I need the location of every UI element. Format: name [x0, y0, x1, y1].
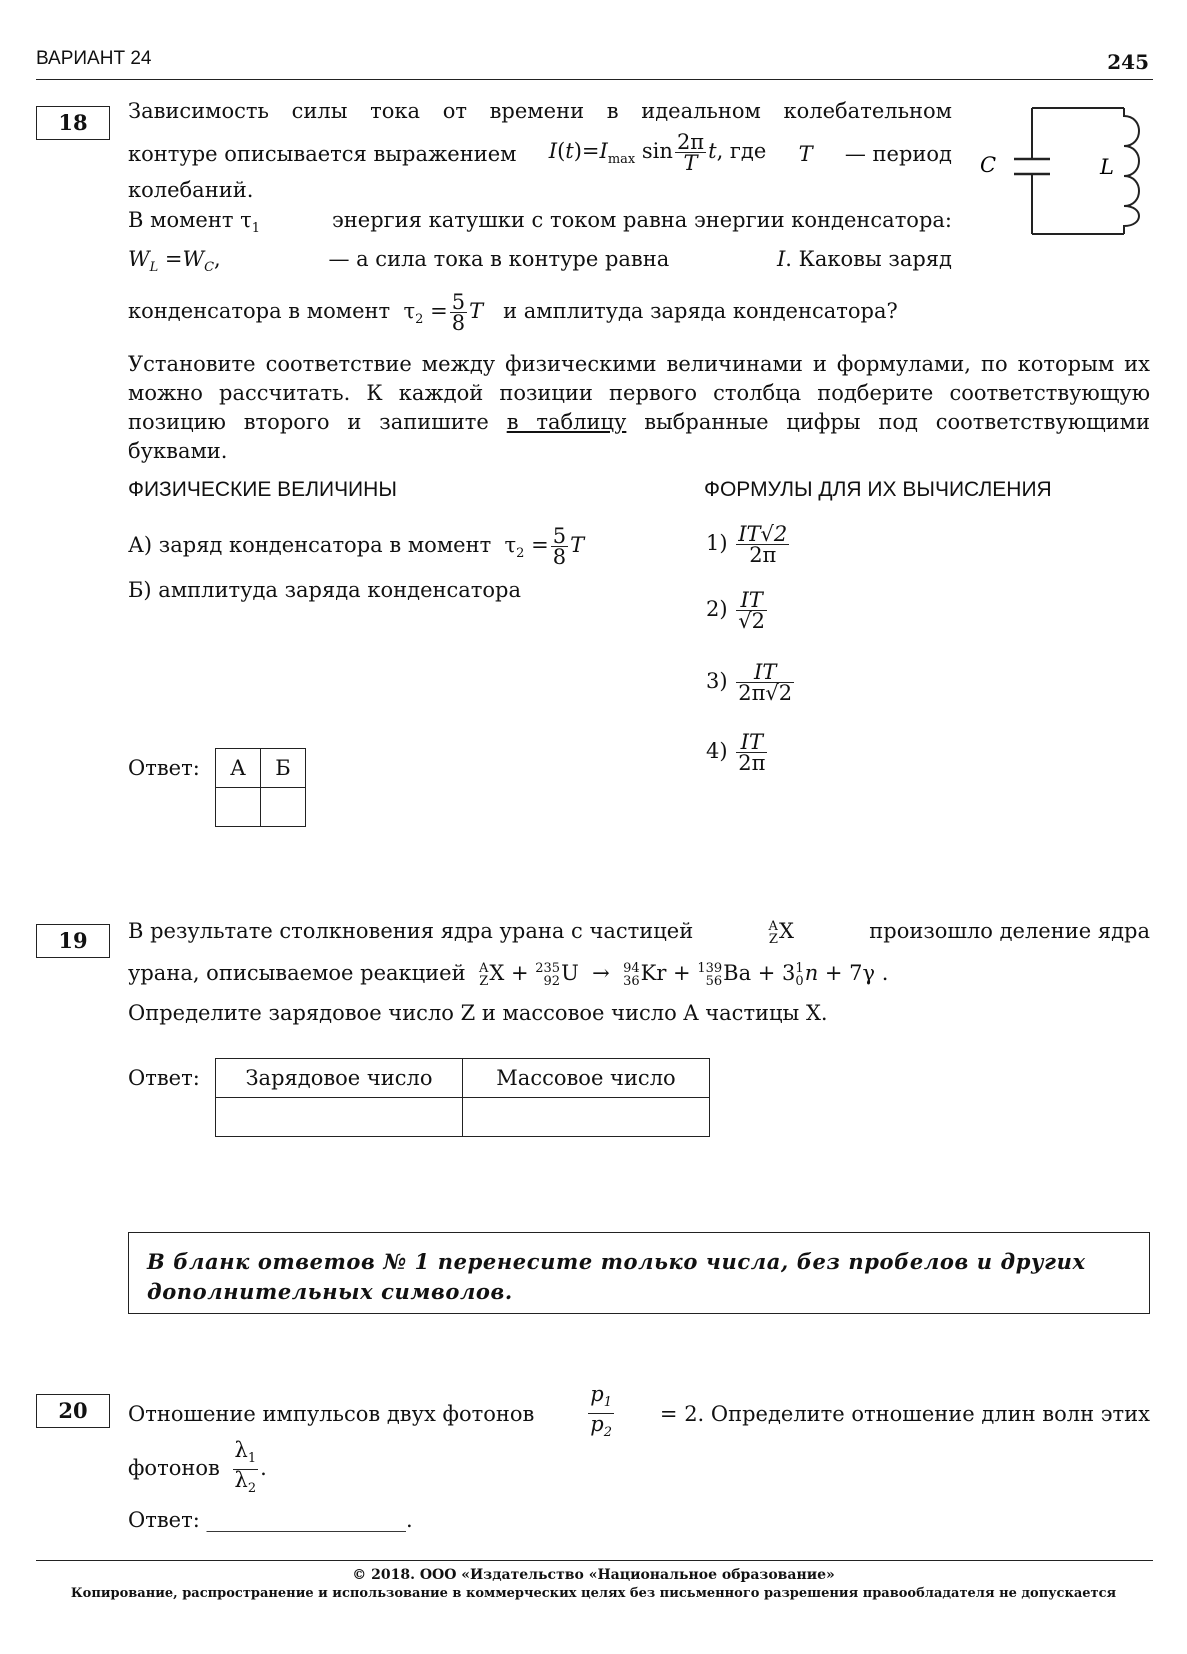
energy-equality: $W_L =W_C$, — [128, 247, 221, 276]
answer-col-a: А — [216, 749, 261, 788]
q20-answer: Ответ: ___________________. — [128, 1508, 413, 1532]
formula-3: 3) $\frac{IT}{2\pi√2}$ — [706, 660, 793, 705]
answer-cell-mass[interactable] — [463, 1098, 710, 1137]
q19-answer-label: Ответ: — [128, 1066, 200, 1090]
item-a: А) заряд конденсатора в момент $\tau_2$ = $\frac{5}{8}$ T — [128, 524, 585, 569]
question-19-number: 19 — [36, 924, 110, 958]
wavelength-ratio: $\frac{\lambda_1}{\lambda_2}$ — [234, 1438, 257, 1497]
question-18-number: 18 — [36, 106, 110, 140]
lc-circuit-diagram — [962, 96, 1162, 246]
inductor-coil — [1124, 108, 1139, 234]
answer-cell-b[interactable] — [261, 788, 306, 827]
copyright-notice: Копирование, распространение и использование в коммерческих целях без письменного разрешения правообладателя не допускается — [70, 1586, 1117, 1601]
answer-form-note: В бланк ответов № 1 перенесите только числа, без пробелов и других дополнительных символов. — [128, 1232, 1150, 1314]
q18-line6: конденсатора в момент $\tau_2$ = $\frac{5}{8}$ T и амплитуда заряда конденсатора? — [128, 289, 898, 335]
q18-answer-label: Ответ: — [128, 756, 200, 780]
q20-line1: Отношение импульсов двух фотонов $\frac{p_1}{p_2}$ = 2. Определите отношение длин волн этих — [128, 1384, 1150, 1443]
item-b: Б) амплитуда заряда конденсатора — [128, 578, 522, 602]
question-19-text — [128, 916, 1150, 1028]
question-18-task: Установите соответствие между физическими величинами и формулами, по которым их можно рассчитать. К каждой позиции первого столбца подберите соответствующую позицию второго и запишите в таблицу выбранные цифры под соответствующими буквами. — [128, 352, 1150, 463]
page-number: 245 — [1107, 50, 1149, 74]
header-divider — [36, 79, 1153, 80]
q18-line4: В момент $\tau_1$ энергия катушки с током равна энергии конденсатора: — [128, 208, 952, 237]
copyright: © 2018. ООО «Издательство «Национальное образование» — [352, 1567, 835, 1583]
q20-line2: фотонов $\frac{\lambda_1}{\lambda_2}$ . — [128, 1440, 267, 1499]
current-formula: $I(t)=I_{max}$ sin $\frac{2\pi}{T}$ t, где — [548, 130, 767, 175]
answer-col-mass: Массовое число — [463, 1059, 710, 1098]
q19-line1: В результате столкновения ядра урана с частицей A Z X произошло деление ядра — [128, 918, 1150, 947]
inductor-label: L — [1100, 155, 1114, 179]
q19-line3: Определите зарядовое число Z и массовое число A частицы X. — [128, 1001, 828, 1025]
col2-heading: ФОРМУЛЫ ДЛЯ ИХ ВЫЧИСЛЕНИЯ — [704, 478, 1052, 501]
q18-line3: колебаний. — [128, 178, 254, 203]
formula-4: 4) $\frac{IT}{2\pi}$ — [706, 730, 766, 775]
answer-col-b: Б — [261, 749, 306, 788]
variant-header: ВАРИАНТ 24 — [36, 48, 152, 69]
answer-col-charge: Зарядовое число — [216, 1059, 463, 1098]
q18-line1: Зависимость силы тока от времени в идеальном колебательном — [128, 99, 952, 123]
question-20-number: 20 — [36, 1394, 110, 1428]
formula-2: 2) $\frac{IT}{√2}$ — [706, 588, 765, 633]
momentum-ratio: $\frac{p_1}{p_2}$ — [590, 1382, 612, 1441]
q19-line2: урана, описываемое реакцией A Z X + 235 92 U → 94 36 Kr + 139 56 Ba + 3 1 0 n + 7γ . — [128, 960, 889, 989]
q18-line5: $W_L =W_C$, — а сила тока в контуре равна I. Каковы заряд — [128, 244, 952, 283]
q18-answer-table — [215, 748, 306, 827]
footer-divider — [36, 1560, 1153, 1561]
answer-cell-charge[interactable] — [216, 1098, 463, 1137]
formula-1: 1) $\frac{IT√2}{2\pi}$ — [706, 522, 788, 567]
q20-answer-blank[interactable]: ___________________. — [206, 1508, 413, 1532]
question-18-text — [128, 96, 952, 335]
col1-heading: ФИЗИЧЕСКИЕ ВЕЛИЧИНЫ — [128, 478, 397, 501]
answer-cell-a[interactable] — [216, 788, 261, 827]
q19-answer-table — [215, 1058, 710, 1137]
q18-line2: контуре описывается выражением $I(t)=I_{max}$ sin $\frac{2\pi}{T}$ t, где T — период — [128, 130, 952, 175]
capacitor-label: C — [980, 153, 997, 177]
